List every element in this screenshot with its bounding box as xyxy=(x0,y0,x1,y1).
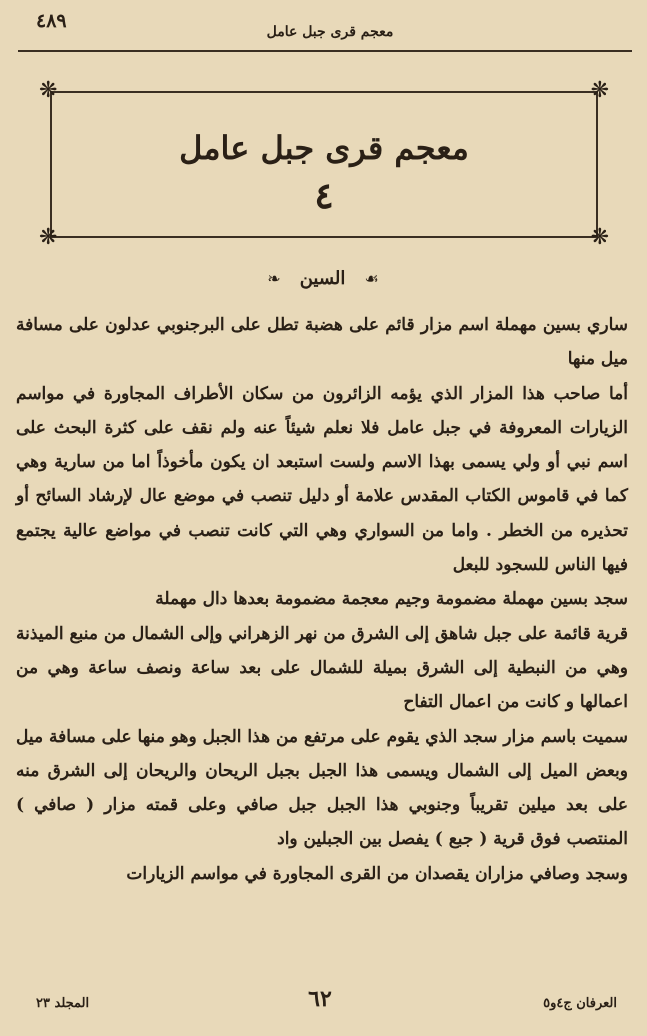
paragraph-sujud-entry: سجد بسين مهملة مضمومة وجيم معجمة مضمومة بعدها دال مهملة xyxy=(155,589,628,610)
part-number: ٤ xyxy=(314,175,334,217)
paragraph-sujud-shrine: سميت باسم مزار سجد الذي يقوم على مرتفع من هذا الجبل وهو منها على مسافة ميل وبعض الميل إلى الشمال ويسمى هذا الجبل بجبل الريحان والريحان إلى الشرق منه على بعد ميلين تقريباً وجنوبي هذا الجبل جبل صافي وعلى قمته مزار ( صافي ) المنتصب فوق قرية ( جبع ) يفصل بين الجبلين واد xyxy=(16,726,628,850)
corner-ornament-icon: ❋ xyxy=(590,225,609,250)
paragraph-sujud-location: قرية قائمة على جبل شاهق إلى الشرق من نهر الزهراني وإلى الشمال من منبع الميذنة وهي من النبطية إلى الشرق بميلة للشمال على بعد ساعة ونصف ساعة وهي من اعمالها و كانت من اعمال التفاح xyxy=(16,623,628,713)
corner-ornament-icon: ❋ xyxy=(39,225,58,250)
paragraph-sari-entry: ساري بسين مهملة اسم مزار قائم على هضبة تطل على البرجنوبي عدلون على مسافة ميل منها xyxy=(16,315,628,370)
paragraph-sujud-safi: وسجد وصافي مزاران يقصدان من القرى المجاورة في مواسم الزيارات xyxy=(126,863,628,884)
header-rule xyxy=(18,50,632,52)
frame-bottom-border xyxy=(50,236,598,238)
running-header-title: معجم قرى جبل عامل xyxy=(266,24,394,40)
corner-ornament-icon: ❋ xyxy=(590,78,609,103)
title-frame xyxy=(39,78,609,250)
footer-journal-issue: العرفان ج٤و٥ xyxy=(543,996,617,1011)
fleuron-left-icon: ❧ xyxy=(267,269,281,288)
article-body xyxy=(16,308,628,891)
footer-volume: المجلد ٢٣ xyxy=(36,996,90,1011)
fleuron-right-icon: ☙ xyxy=(364,269,379,288)
page-number: ٤٨٩ xyxy=(36,10,67,32)
corner-ornament-icon: ❋ xyxy=(39,78,58,103)
book-title: معجم قرى جبل عامل xyxy=(179,129,469,167)
section-title: السين xyxy=(299,268,346,289)
paragraph-sari-description: أما صاحب هذا المزار الذي يؤمه الزائرون من سكان الأطراف المجاورة في مواسم الزيارات المعروفة في جبل عامل فلا نعلم شيئاً عنه ولم نقف على كثرة البحث على اسم نبي أو ولي يسمى بهذا الاسم ولست استبعد ان يكون مأخوذاً اما من سارية وهي كما في قاموس الكتاب المقدس علامة أو دليل تنصب في موضع عال لإرشاد السائح أو تحذيره من الخطر . واما من السواري وهي التي كانت تنصب في مواضع عالية يجتمع فيها الناس للسجود للبعل xyxy=(16,383,628,576)
footer-page-number: ٦٢ xyxy=(308,986,332,1012)
frame-top-border xyxy=(50,91,598,93)
section-heading xyxy=(248,265,398,293)
